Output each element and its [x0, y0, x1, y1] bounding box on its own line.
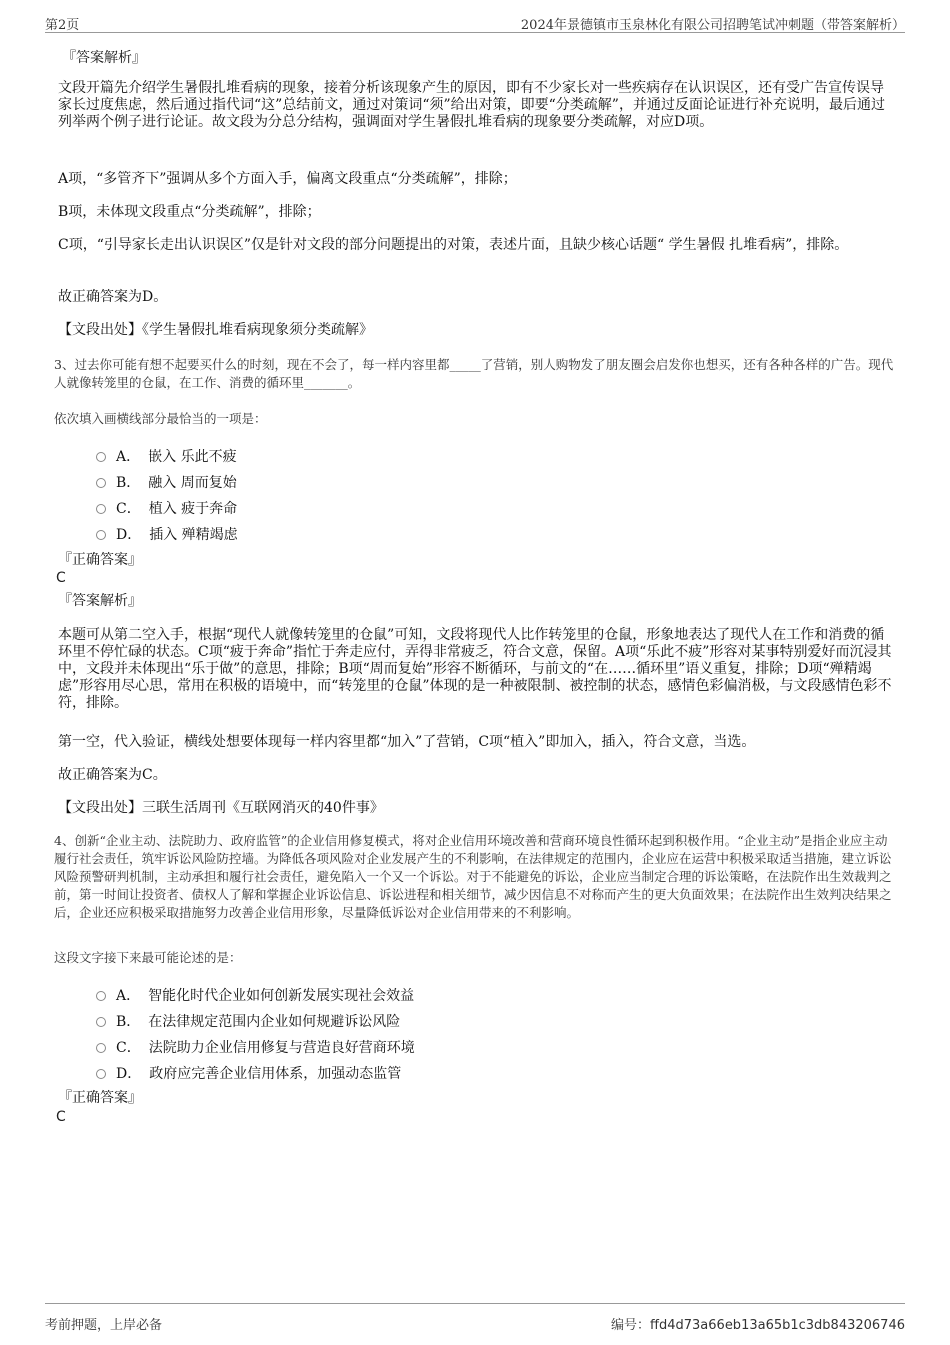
- radio-icon[interactable]: [96, 478, 106, 488]
- q4-option-b[interactable]: B． 在法律规定范围内企业如何规避诉讼风险: [96, 1011, 400, 1031]
- q4-option-c[interactable]: C． 法院助力企业信用修复与营造良好营商环境: [96, 1037, 415, 1057]
- radio-icon[interactable]: [96, 991, 106, 1001]
- q2-analysis-paragraph: 文段开篇先介绍学生暑假扎堆看病的现象，接着分析该现象产生的原因，即有不少家长对一些疾病存在认识误区，还有受广告宣传误导家长过度焦虑，然后通过指代词“这”总结前文，通过对策词“须”给出对策，即要“分类疏解”，并通过反面论证进行补充说明，最后通过列举两个例子进行论证。故文段为分总分结构，强调面对学生暑假扎堆看病的现象要分类疏解，对应D项。: [58, 80, 885, 130]
- q3-answer: C: [56, 570, 66, 586]
- q3-option-c[interactable]: C． 植入 疲于奔命: [96, 498, 237, 518]
- q4-option-d[interactable]: D． 政府应完善企业信用体系，加强动态监管: [96, 1063, 401, 1083]
- q2-source: 【文段出处】《学生暑假扎堆看病现象须分类疏解》: [58, 322, 373, 338]
- page-header: [45, 12, 905, 33]
- q2-analysis-option-c: C项，“引导家长走出认识误区”仅是针对文段的部分问题提出的对策，表述片面，且缺少核心话题“ 学生暑假 扎堆看病”，排除。: [58, 237, 849, 253]
- q3-option-d[interactable]: D． 插入 殚精竭虑: [96, 524, 238, 544]
- footer-code: 编号：ffd4d73a66eb13a65b1c3db843206746: [611, 1318, 905, 1333]
- q2-analysis-option-b: B项，未体现文段重点“分类疏解”，排除；: [58, 204, 321, 220]
- radio-icon[interactable]: [96, 1069, 106, 1079]
- q3-analysis-label: 『答案解析』: [58, 593, 142, 609]
- radio-icon[interactable]: [96, 1017, 106, 1027]
- q2-conclusion: 故正确答案为D。: [58, 289, 168, 305]
- radio-icon[interactable]: [96, 452, 106, 462]
- q4-answer-label: 『正确答案』: [58, 1090, 142, 1106]
- q4-prompt: 这段文字接下来最可能论述的是：: [54, 950, 242, 965]
- q3-answer-label: 『正确答案』: [58, 552, 142, 568]
- q2-analysis-label: 『答案解析』: [62, 50, 146, 66]
- q2-analysis-option-a: A项，“多管齐下”强调从多个方面入手，偏离文段重点“分类疏解”，排除；: [58, 171, 517, 187]
- q4-stem: 4、创新“企业主动、法院助力、政府监管”的企业信用修复模式，将对企业信用环境改善和营商环境良性循环起到积极作用。“企业主动”是指企业应主动履行社会责任，筑牢诉讼风险防控墙。为降低各项风险对企业发展产生的不利影响，在法律规定的范围内，企业应在运营中积极采取适当措施，建立诉讼风险预警研判机制，主动承担和履行社会责任，避免陷入一个又一个诉讼。对于不能避免的诉讼，企业应当制定合理的诉讼策略，在法院作出生效裁判之前，第一时间让投资者、债权人了解和掌握企业诉讼信息、诉讼进程和相关细节，减少因信息不对称而产生的更大负面效果；在法院作出生效判决结果之后，企业还应积极采取措施努力改善企业信用形象，尽量降低诉讼对企业信用带来的不利影响。: [54, 833, 892, 920]
- q3-stem: 3、过去你可能有想不起要买什么的时刻，现在不会了，每一样内容里都_____了营销，别人购物发了朋友圈会启发你也想买，还有各种各样的广告。现代人就像转笼里的仓鼠，在工作、消费的循环里_______。: [54, 357, 894, 390]
- q3-source: 【文段出处】三联生活周刊《互联网消灭的40件事》: [58, 800, 384, 816]
- q4-option-a[interactable]: A． 智能化时代企业如何创新发展实现社会效益: [96, 985, 414, 1005]
- radio-icon[interactable]: [96, 530, 106, 540]
- q3-option-a[interactable]: A． 嵌入 乐此不疲: [96, 446, 237, 466]
- radio-icon[interactable]: [96, 1043, 106, 1053]
- q3-analysis-blank1: 第一空，代入验证，横线处想要体现每一样内容里都“加入”了营销，C项“植入”即加入，插入，符合文意，当选。: [58, 734, 756, 750]
- q3-conclusion: 故正确答案为C。: [58, 767, 167, 783]
- q3-option-b[interactable]: B． 融入 周而复始: [96, 472, 237, 492]
- q4-answer: C: [56, 1109, 66, 1125]
- footer-slogan: 考前押题，上岸必备: [45, 1318, 163, 1333]
- radio-icon[interactable]: [96, 504, 106, 514]
- page-number: 第2页: [45, 18, 80, 33]
- document-title: 2024年景德镇市玉泉林化有限公司招聘笔试冲刺题（带答案解析）: [520, 18, 905, 33]
- page-footer: [45, 1303, 905, 1332]
- q3-analysis-paragraph: 本题可从第二空入手，根据“现代人就像转笼里的仓鼠”可知，文段将现代人比作转笼里的仓鼠，形象地表达了现代人在工作和消费的循环里不停忙碌的状态。C项“疲于奔命”指忙于奔走应付，弄得非常疲乏，符合文意，保留。A项“乐此不疲”形容对某事特别爱好而沉浸其中，文段并未体现出“乐于做”的意思，排除；B项“周而复始”形容不断循环，与前文的“在……循环里”语义重复，排除；D项“殚精竭虑”形容用尽心思，常用在积极的语境中，而“转笼里的仓鼠”体现的是一种被限制、被控制的状态，感情色彩偏消极，与文段感情色彩不符，排除。: [58, 627, 892, 711]
- q3-prompt: 依次填入画横线部分最恰当的一项是：: [54, 411, 267, 426]
